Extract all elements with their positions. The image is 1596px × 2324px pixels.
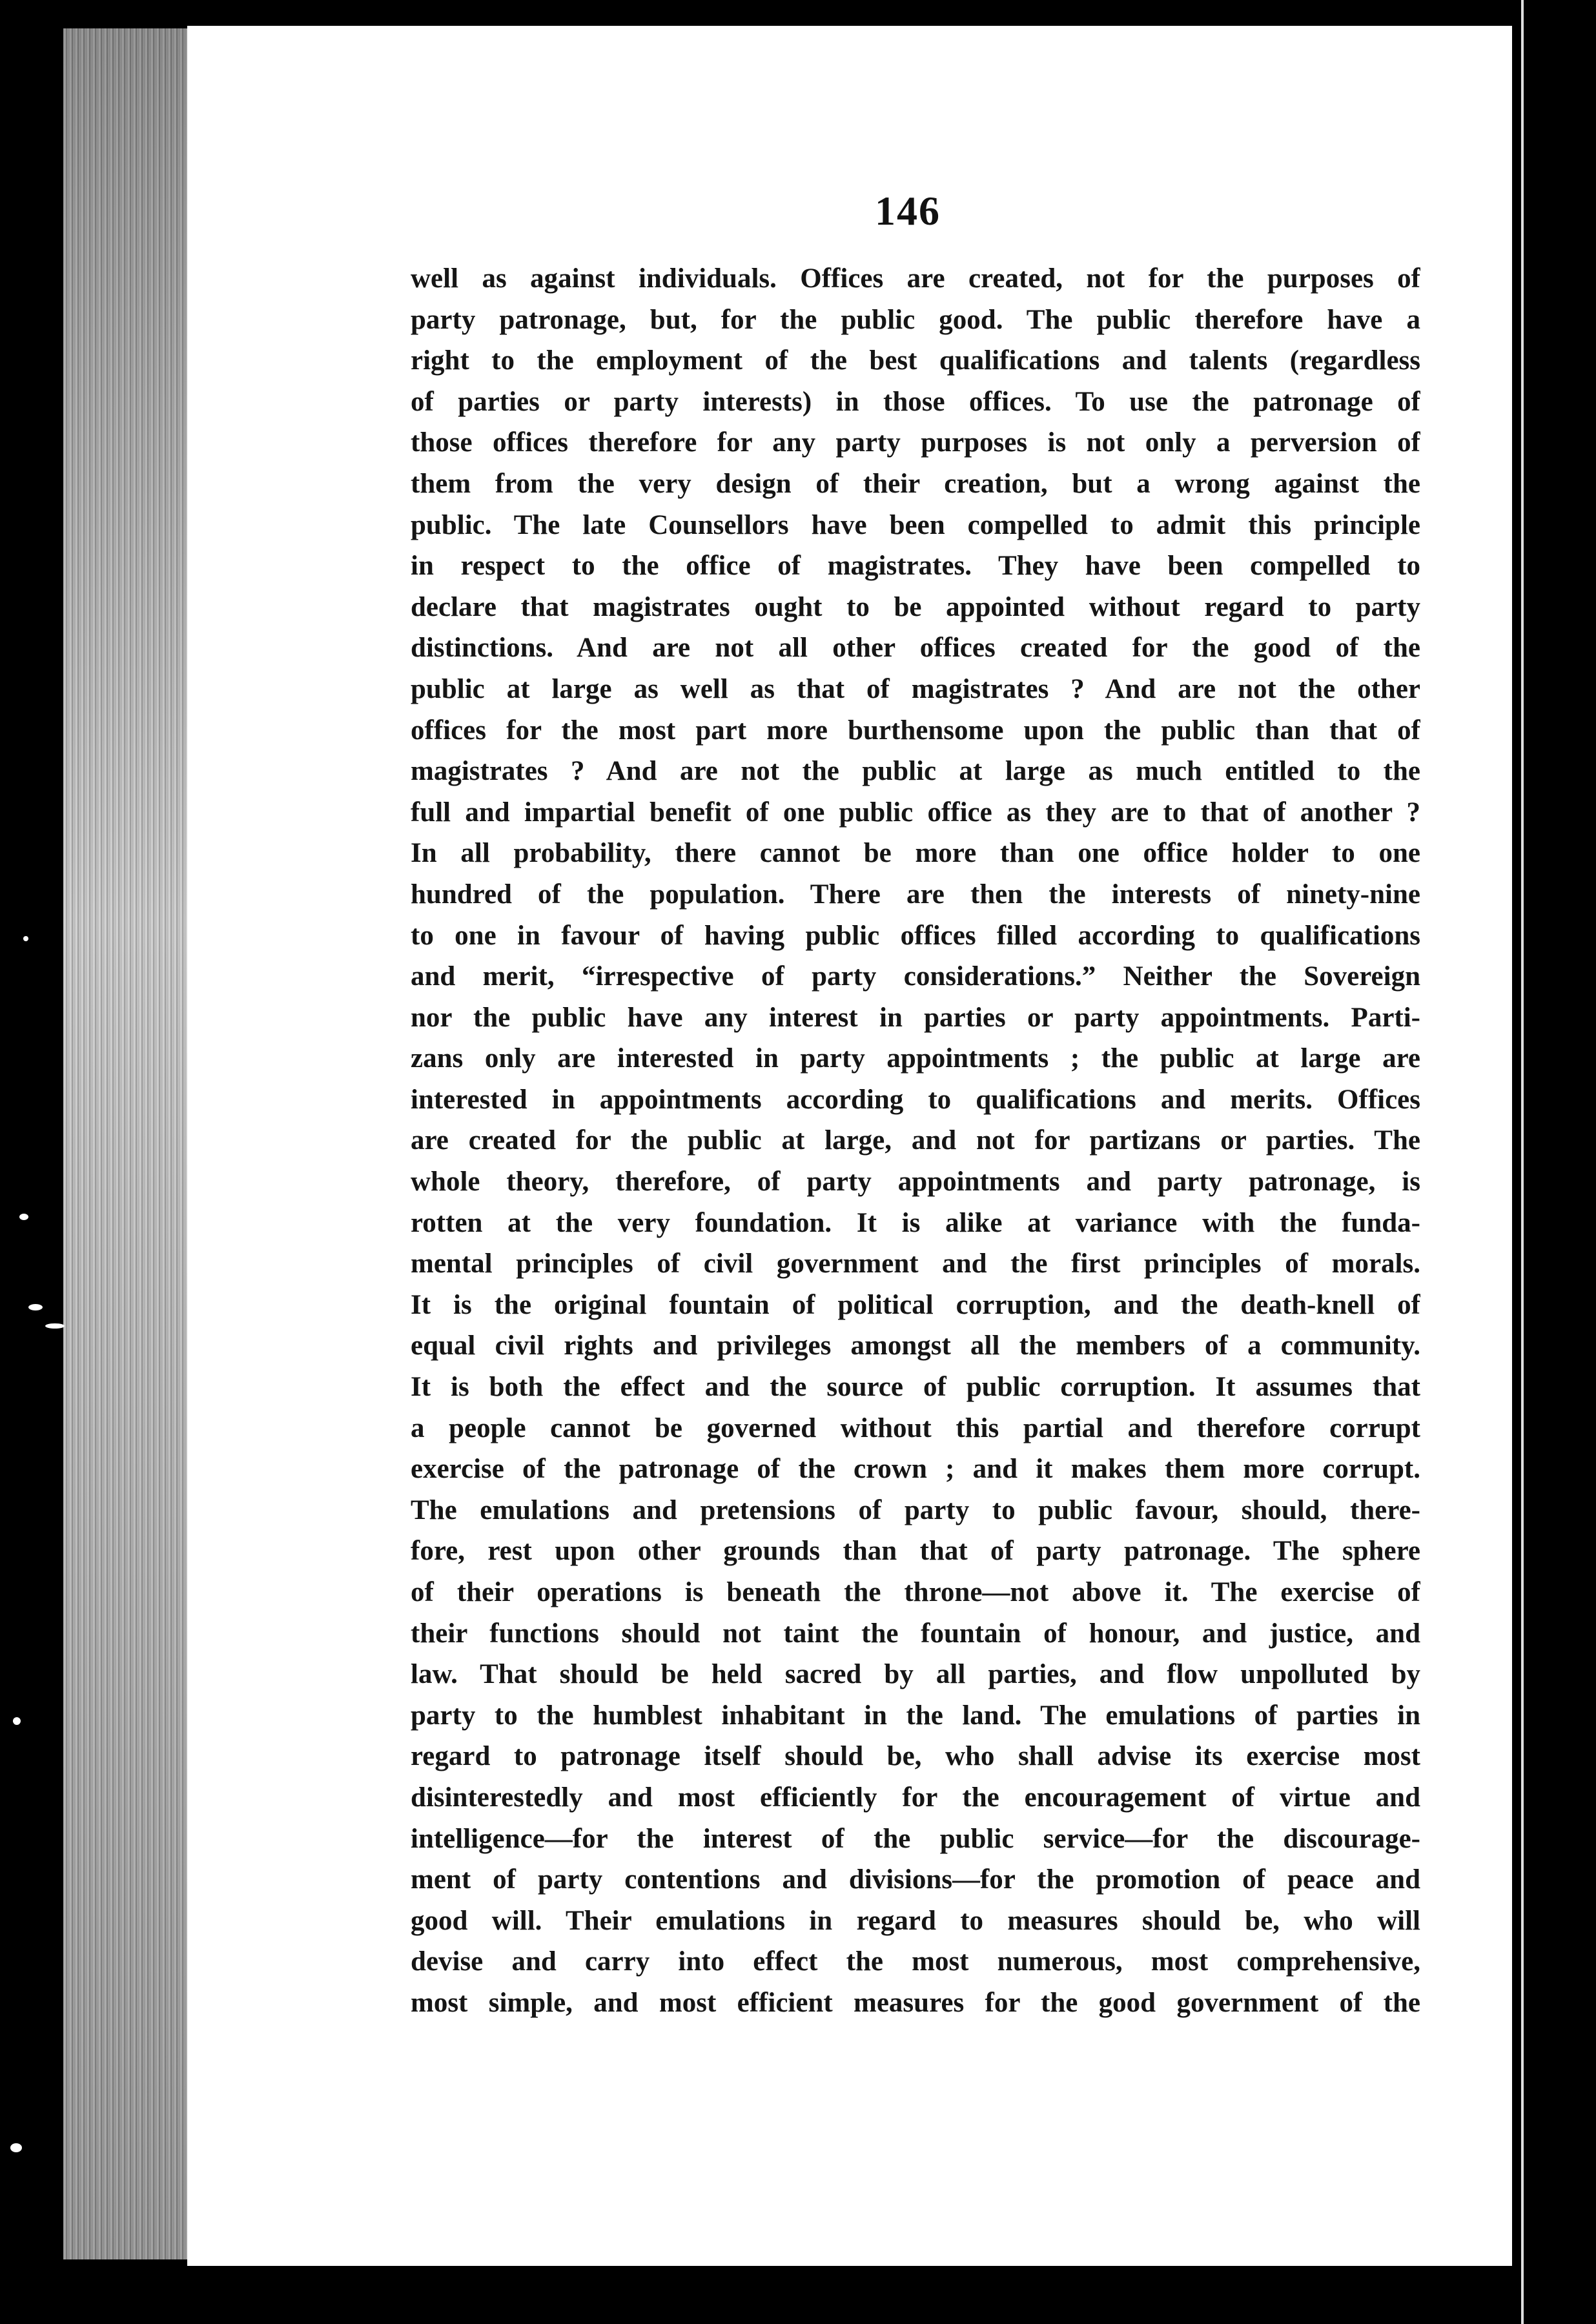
text-line: intelligence—for the interest of the public service—for the discourage-: [411, 1823, 1420, 1854]
text-line: rotten at the very foundation. It is alike at variance with the funda-: [411, 1207, 1420, 1238]
text-line: of their operations is beneath the throne—not above it. The exercise of: [411, 1577, 1420, 1607]
text-line: whole theory, therefore, of party appointments and party patronage, is: [411, 1167, 1420, 1198]
body-text: [411, 258, 1420, 2024]
text-line: most simple, and most efficient measures for the good government of the: [411, 1987, 1420, 2018]
text-line: devise and carry into effect the most numerous, most comprehensive,: [411, 1946, 1420, 1977]
text-line: and merit, “irrespective of party considerations.” Neither the Sovereign: [411, 961, 1420, 992]
text-line: It is the original fountain of political corruption, and the death-knell of: [411, 1289, 1420, 1320]
text-line: interested in appointments according to qualifications and merits. Offices: [411, 1084, 1420, 1115]
text-line: well as against individuals. Offices are created, not for the purposes of: [411, 263, 1420, 294]
text-line: offices for the most part more burthensome upon the public than that of: [411, 715, 1420, 746]
text-line: them from the very design of their creation, but a wrong against the: [411, 468, 1420, 499]
text-line: exercise of the patronage of the crown ; and it makes them more corrupt.: [411, 1454, 1420, 1485]
text-line: magistrates ? And are not the public at large as much entitled to the: [411, 756, 1420, 787]
text-line: their functions should not taint the fountain of honour, and justice, and: [411, 1618, 1420, 1649]
dust-speck: [28, 1304, 43, 1310]
dust-speck: [19, 1214, 28, 1220]
text-line: mental principles of civil government and the first principles of morals.: [411, 1249, 1420, 1279]
text-line: right to the employment of the best qualifications and talents (regardless: [411, 345, 1420, 376]
text-line: are created for the public at large, and not for partizans or parties. The: [411, 1125, 1420, 1156]
text-line: nor the public have any interest in parties or party appointments. Parti-: [411, 1002, 1420, 1033]
text-line: public. The late Counsellors have been compelled to admit this principle: [411, 509, 1420, 540]
text-line: good will. Their emulations in regard to measures should be, who will: [411, 1905, 1420, 1936]
dust-speck: [13, 1717, 21, 1725]
text-line: of parties or party interests) in those offices. To use the patronage of: [411, 386, 1420, 417]
right-page-border-line: [1521, 0, 1524, 2324]
right-dark-margin: [1512, 0, 1596, 2324]
dust-speck: [23, 936, 28, 941]
text-line: law. That should be held sacred by all parties, and flow unpolluted by: [411, 1659, 1420, 1690]
text-line: regard to patronage itself should be, who shall advise its exercise most: [411, 1741, 1420, 1772]
dust-speck: [45, 1323, 65, 1329]
text-line: a people cannot be governed without this partial and therefore corrupt: [411, 1412, 1420, 1443]
text-line: disinterestedly and most efficiently for the encouragement of virtue and: [411, 1782, 1420, 1813]
text-line: declare that magistrates ought to be appointed without regard to party: [411, 591, 1420, 622]
text-line: party to the humblest inhabitant in the land. The emulations of parties in: [411, 1700, 1420, 1731]
text-line: equal civil rights and privileges amongst all the members of a community.: [411, 1330, 1420, 1361]
text-line: party patronage, but, for the public good. The public therefore have a: [411, 304, 1420, 335]
text-line: zans only are interested in party appointments ; the public at large are: [411, 1043, 1420, 1074]
page-number: 146: [875, 188, 941, 234]
dust-speck: [10, 2143, 22, 2152]
text-line: in respect to the office of magistrates. They have been compelled to: [411, 551, 1420, 582]
text-line: distinctions. And are not all other offices created for the good of the: [411, 633, 1420, 664]
text-line: public at large as well as that of magistrates ? And are not the other: [411, 673, 1420, 704]
text-line: hundred of the population. There are then the interests of ninety-nine: [411, 879, 1420, 910]
text-line: The emulations and pretensions of party to public favour, should, there-: [411, 1494, 1420, 1525]
text-line: fore, rest upon other grounds than that of party patronage. The sphere: [411, 1536, 1420, 1567]
text-line: ment of party contentions and divisions—for the promotion of peace and: [411, 1864, 1420, 1895]
text-line: In all probability, there cannot be more than one office holder to one: [411, 838, 1420, 869]
text-line: those offices therefore for any party purposes is not only a perversion of: [411, 427, 1420, 458]
text-line: It is both the effect and the source of public corruption. It assumes that: [411, 1372, 1420, 1403]
text-line: full and impartial benefit of one public office as they are to that of another ?: [411, 797, 1420, 828]
text-line: to one in favour of having public offices filled according to qualifications: [411, 920, 1420, 951]
book-page-edges-shading: [63, 28, 187, 2259]
